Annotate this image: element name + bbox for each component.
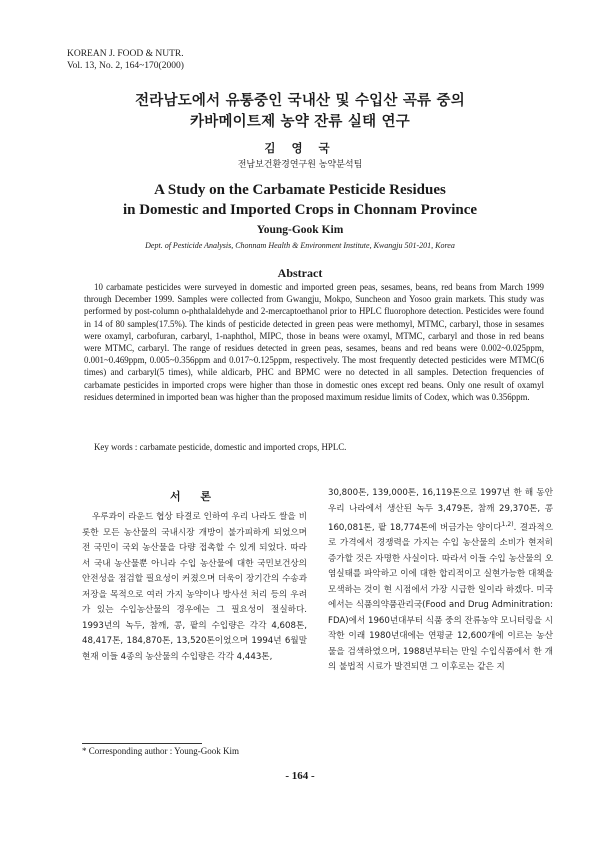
english-title-line2: in Domestic and Imported Crops in Chonnam Province xyxy=(122,202,478,218)
korean-affiliation: 전남보건환경연구원 농약분석팀 xyxy=(237,160,363,170)
journal-citation xyxy=(67,48,184,72)
english-author: Young-Gook Kim xyxy=(256,224,344,236)
section-heading-introduction: 서 론 xyxy=(169,490,220,503)
body-right-text-part2: . 결과적으로 가격에서 경쟁력을 가지는 수입 농산물의 소비가 현저히 증가할 것은 자명한 사실이다. 따라서 이들 수입 농산물의 오염실태를 파악하고 이에 대한 합리적이고 실현가능한 대책을 모색하는 것이 현 시점에서 가장 시급한 일이라 하겠다. 미국에서는 식품의약품관리국(Food and Drug Adminitration: FDA)에서 1960년대부터 식품 중의 잔류농약 모니터링을 시작한 이래 1980년대에는 연평균 12,600개에 이르는 농산물을 검색하였으며, 1988년부터는 만일 수입식품에서 한 개의 불법적 시료가 발견되면 그 이후로는 같은 지 xyxy=(328,522,554,673)
citation-reference: 1,2) xyxy=(501,521,514,528)
body-column-left: 우루과이 라운드 협상 타결로 인하여 우리 나라도 쌀을 비롯한 모든 농산물의 국내시장 개방이 불가피하게 되었으며 전 국민이 국외 농산물을 다량 접촉할 수 있게 되었다. 따라서 국내 농산물뿐 아니라 수입 농산물에 대한 국민보건상의 안전성을 점검할 필요성이 커졌으며 더욱이 장기간의 수송과 저장을 목적으로 여러 가지 농약이나 방사선 처리 등의 우려가 있는 수입농산물의 경우에는 그 필요성이 절실하다. 1993년의 녹두, 참깨, 콩, 팥의 수입량은 각각 4,608톤, 48,417톤, 184,870톤, 13,520톤이었으며 1994년 6월말 현재 이들 4종의 농산물의 수입량은 각각 4,443톤, xyxy=(82,512,307,662)
body-right-text-part1: 30,800톤, 139,000톤, 16,119톤으로 1997년 한 해 동안 우리 나라에서 생산된 녹두 3,479톤, 참깨 29,370톤, 콩 160,081톤, 팥 18,774톤에 버금가는 양이다 xyxy=(328,488,553,533)
korean-title xyxy=(0,91,600,133)
journal-name: KOREAN J. FOOD & NUTR. xyxy=(67,49,184,59)
korean-title-line1: 전라남도에서 유통중인 국내산 및 수입산 곡류 중의 xyxy=(135,93,465,109)
abstract-heading: Abstract xyxy=(277,266,323,280)
english-title xyxy=(0,180,600,220)
english-title-line1: A Study on the Carbamate Pesticide Residues xyxy=(154,182,446,198)
footnote-divider xyxy=(82,743,202,744)
korean-title-line2: 카바메이트제 농약 잔류 실태 연구 xyxy=(190,114,410,130)
corresponding-author-footnote: * Corresponding author : Young-Gook Kim xyxy=(82,746,239,756)
body-column-right xyxy=(328,486,553,676)
korean-author: 김 영 국 xyxy=(264,141,336,155)
journal-volume: Vol. 13, No. 2, 164~170(2000) xyxy=(67,61,184,71)
english-affiliation: Dept. of Pesticide Analysis, Chonnam Health & Environment Institute, Kwangju 501-201, Korea xyxy=(145,241,455,250)
page-number: - 164 - xyxy=(285,770,315,782)
keywords: Key words : carbamate pesticide, domestic and imported crops, HPLC. xyxy=(94,442,347,452)
abstract-body: 10 carbamate pesticides were surveyed in domestic and imported green peas, sesames, beans, red beans from March 1999 through December 1999. Samples were collected from Gwangju, Mokpo, Suncheon and Yosoo grain markets. This study was performed by post-column o-phthalaldehyde and 2-mercaptoethanol prior to HPLC fluorophore detection. Pesticides were found in 14 of 80 samples(17.5%). The kinds of pesticide detected in green peas were methomyl, MTMC, carbaryl, those in sesames were oxamyl, carbofuran, carbaryl, 1-naphthol, MIPC, those in beans were oxamyl, MTMC, carbaryl and those in red beans were MTMC, carbaryl. The range of residues detected in green peas, sesames, beans and red beans were 0.002~0.025ppm, 0.001~0.469ppm, 0.005~0.356ppm and 0.017~0.125ppm, respectively. The most frequently detected pesticides were MTMC(6 times) and carbaryl(5 times), while aldicarb, PHC and BPMC were no detected in all samples. Detection frequencies of carbamate pesticides in imported crops were higher than those in domestic ones except red beans. Only one result of oxamyl residues determined in imported bean was higher than the proposed maximum residue limits of Codex, which was 0.356ppm. xyxy=(84,282,544,402)
